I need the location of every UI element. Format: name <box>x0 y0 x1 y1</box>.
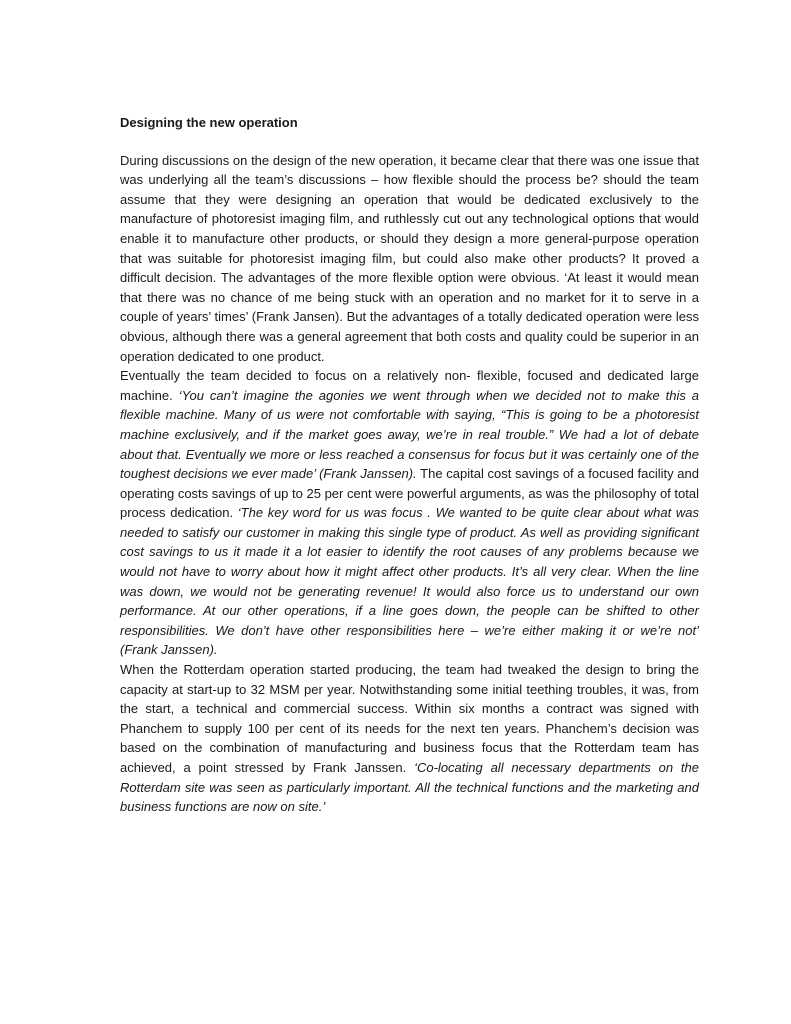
paragraph-design-discussion <box>120 151 699 367</box>
paragraph-rotterdam-start <box>120 660 699 817</box>
paragraph-text: The capital cost savings of a focused facility and operating costs savings of up to 25 per cent were powerful arguments, as was the philosophy of total process dedication. <box>120 466 699 521</box>
quote-text: ‘The key word for us was focus . We wanted to be quite clear about what was needed to satisfy our customer in making this single type of product. As well as providing significant cost savings to us it made it a lot easier to identify the root causes of any problems because we would not have to worry about how it might affect other products. It’s all very clear. When the line was down, we would not be generating revenue! It would also force us to understand our own performance. At our other operations, if a line goes down, the people can be shifted to other responsibilities. We don’t have other responsibilities here – we’re either making it or we’re not’ (Frank Janssen). <box>120 505 700 658</box>
document-page <box>120 113 699 817</box>
section-heading: Designing the new operation <box>120 115 298 130</box>
quote-text: ‘Co-locating all necessary departments on the Rotterdam site was seen as particularly important. All the technical functions and the marketing and business functions are now on site.’ <box>120 760 699 815</box>
paragraph-text: Eventually the team decided to focus on a relatively non- flexible, focused and dedicated large machine. <box>120 368 699 403</box>
quote-text: ‘You can’t imagine the agonies we went through when we decided not to make this a flexible machine. Many of us were not comfortable with saying, “This is going to be a photoresist machine exclusively, and if the market goes away, we’re in real trouble.” We had a lot of debate about that. Eventually we more or less reached a consensus for focus but it was certainly one of the toughest decisions we ever made’ (Frank Janssen). <box>120 387 700 482</box>
paragraph-text: When the Rotterdam operation started producing, the team had tweaked the design to bring the capacity at start-up to 32 MSM per year. Notwithstanding some initial teething troubles, it was, from the start, a technical and commercial success. Within six months a contract was signed with Phanchem to supply 100 per cent of its needs for the next ten years. Phanchem’s decision was based on the combination of manufacturing and business focus that the Rotterdam team has achieved, a point stressed by Frank Janssen. <box>120 662 699 775</box>
paragraph-text: During discussions on the design of the new operation, it became clear that there was one issue that was underlying all the team’s discussions – how flexible should the process be? should the team assume that they were designing an operation that would be dedicated exclusively to the manufacture of photoresist imaging film, and ruthlessly cut out any technological options that would enable it to manufacture other products, or should they design a more general-purpose operation that was suitable for photoresist imaging film, but could also make other products? It proved a difficult decision. The advantages of the more flexible option were obvious. ‘At least it would mean that there was no chance of me being stuck with an operation and no market for it to serve in a couple of years’ times’ (Frank Jansen). But the advantages of a totally dedicated operation were less obvious, although there was a general agreement that both costs and quality could be superior in an operation dedicated to one product. <box>120 152 699 364</box>
paragraph-focus-decision <box>120 366 699 660</box>
